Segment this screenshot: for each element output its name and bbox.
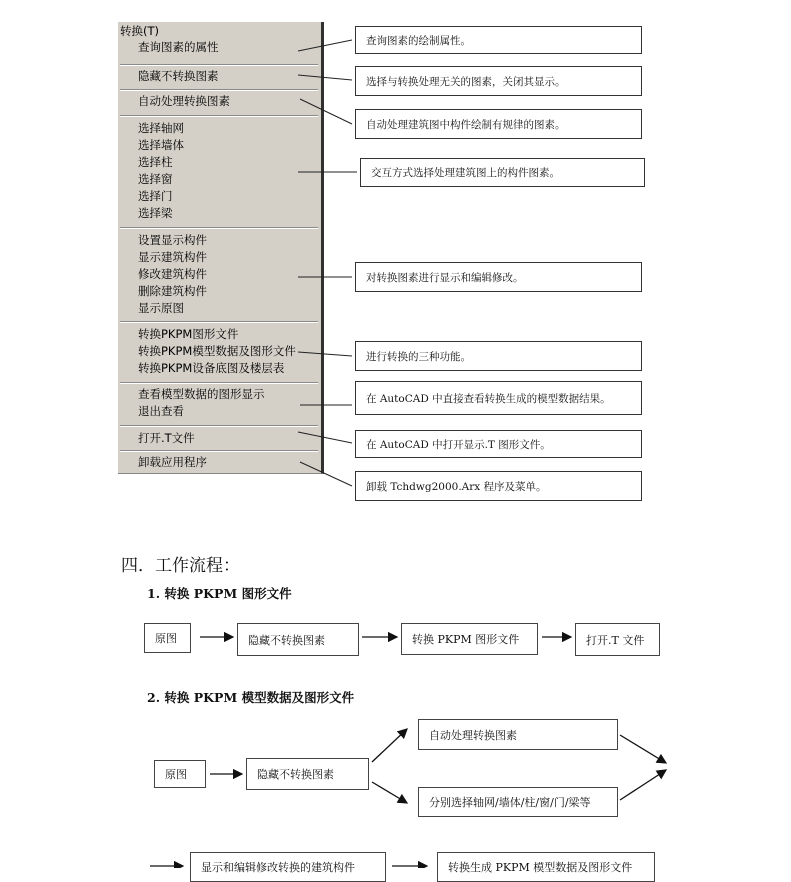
menu-item-auto-process[interactable]: 自动处理转换图素 (138, 94, 230, 108)
flow1-step-hide: 隐藏不转换图素 (237, 623, 359, 656)
flow1-title: 1. 转换 PKPM 图形文件 (147, 586, 292, 601)
menu-item-select-column[interactable]: 选择柱 (138, 155, 173, 169)
menu-item-unload-app[interactable]: 卸载应用程序 (138, 455, 207, 469)
note-view: 在 AutoCAD 中直接查看转换生成的模型数据结果。 (355, 381, 642, 415)
menu-item-hide-unconverted[interactable]: 隐藏不转换图素 (138, 69, 219, 83)
menu-item-select-beam[interactable]: 选择梁 (138, 206, 173, 220)
note-open: 在 AutoCAD 中打开显示.T 图形文件。 (355, 430, 642, 458)
flow2-step-original: 原图 (154, 760, 206, 788)
menu-item-exit-view[interactable]: 退出查看 (138, 404, 184, 418)
menu-item-show-building[interactable]: 显示建筑构件 (138, 250, 207, 264)
note-hide: 选择与转换处理无关的图素，关闭其显示。 (355, 66, 642, 96)
flow2-step-auto: 自动处理转换图素 (418, 719, 618, 750)
menu-item-select-door[interactable]: 选择门 (138, 189, 173, 203)
note-convert: 进行转换的三种功能。 (355, 341, 642, 371)
flow2-step-edit: 显示和编辑修改转换的建筑构件 (190, 852, 386, 882)
menu-item-modify-building[interactable]: 修改建筑构件 (138, 267, 207, 281)
menu-item-open-t-file[interactable]: 打开.T文件 (138, 431, 195, 445)
flow1-step-original: 原图 (144, 623, 191, 653)
note-display: 对转换图素进行显示和编辑修改。 (355, 262, 642, 292)
flow2-step-generate: 转换生成 PKPM 模型数据及图形文件 (437, 852, 655, 882)
flow2-title: 2. 转换 PKPM 模型数据及图形文件 (147, 690, 355, 705)
note-unload: 卸载 Tchdwg2000.Arx 程序及菜单。 (355, 471, 642, 501)
menu-item-view-model[interactable]: 查看模型数据的图形显示 (138, 387, 265, 401)
menu-item-show-original[interactable]: 显示原图 (138, 301, 184, 315)
flow1-step-convert: 转换 PKPM 图形文件 (401, 623, 538, 655)
note-select: 交互方式选择处理建筑图上的构件图素。 (360, 158, 645, 187)
flow2-step-select: 分别选择轴网/墙体/柱/窗/门/梁等 (418, 787, 618, 817)
menu-item-select-wall[interactable]: 选择墙体 (138, 138, 184, 152)
section-heading: 四．工作流程： (121, 556, 240, 576)
menu-title[interactable]: 转换(T) (120, 24, 159, 38)
menu-item-convert-equipment[interactable]: 转换PKPM设备底图及楼层表 (138, 361, 285, 375)
menu-item-set-display[interactable]: 设置显示构件 (138, 233, 207, 247)
menu-item-select-axis[interactable]: 选择轴网 (138, 121, 184, 135)
note-query: 查询图素的绘制属性。 (355, 26, 642, 54)
flow2-step-hide: 隐藏不转换图素 (246, 758, 369, 790)
note-auto: 自动处理建筑图中构件绘制有规律的图素。 (355, 109, 642, 139)
menu-item-delete-building[interactable]: 删除建筑构件 (138, 284, 207, 298)
menu-item-convert-graphics[interactable]: 转换PKPM图形文件 (138, 327, 239, 341)
flow1-step-open: 打开.T 文件 (575, 623, 660, 656)
menu-item-query-attributes[interactable]: 查询图素的属性 (138, 40, 219, 54)
menu-item-select-window[interactable]: 选择窗 (138, 172, 173, 186)
menu-item-convert-model[interactable]: 转换PKPM模型数据及图形文件 (138, 344, 296, 358)
